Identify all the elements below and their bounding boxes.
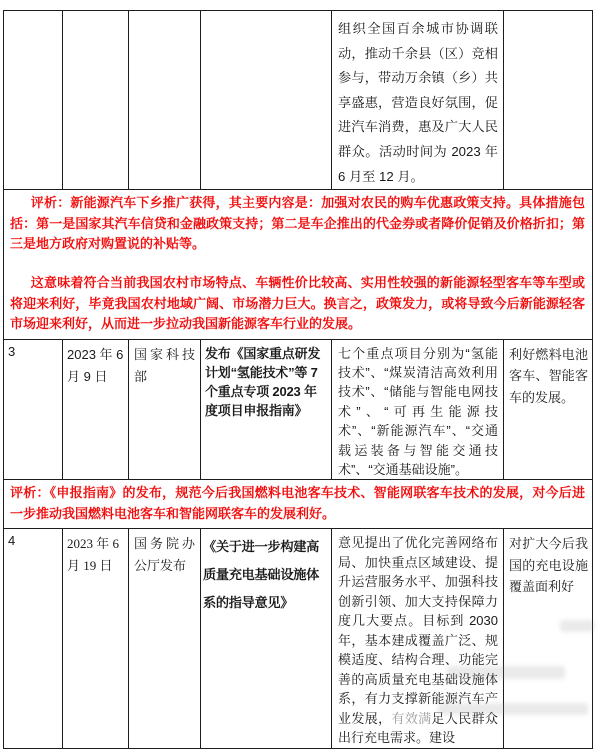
content-text: 足人民群众出行充电需求。建设 bbox=[338, 710, 498, 746]
content-text-watermarked: 有效满 bbox=[391, 710, 432, 726]
analysis-paragraph: 这意味着符合当前我国农村市场特点、车辆性价比较高、实用性较强的新能源轻型客车等车型或将迎来利好，毕竟我国农村地域广阔、市场潜力巨大。换言之，政策发力，或将导致今后新能源轻客市场迎来利好，从而进一步拉动我国新能源客车行业的发展。 bbox=[10, 275, 585, 332]
policy-table bbox=[3, 10, 593, 749]
title-cell: 发布《国家重点研发计划“氢能技术”等 7 个重点专项 2023 年度项目申报指南》 bbox=[201, 339, 332, 480]
row-number-cell bbox=[4, 11, 63, 190]
table-row bbox=[4, 529, 593, 749]
content-text: 组织全国百余城市协调联动，推动千余县（区）竞相参与，带动万余镇（乡）共享盛惠，营造良好氛围，促进汽车消费，惠及广大人民群众。活动时间为 2023 年 6 月至 12 月。 bbox=[338, 21, 498, 184]
content-text: 意见提出了优化完善网络布局、加快重点区域建设、提升运营服务水平、加强科技创新引领、加大支持保障力度几大要点。目标到 2030 年，基本建成覆盖广泛、规模适度、结构合理、功能完善的高质量充电基础设施体系，有力支撑新能源汽车产业发展， bbox=[338, 535, 498, 726]
date-cell: 2023 年 6 月 9 日 bbox=[63, 339, 129, 480]
date-cell: 2023 年 6 月 19 日 bbox=[63, 529, 129, 749]
title-cell bbox=[201, 11, 332, 190]
issuer-cell bbox=[129, 11, 201, 190]
title-cell: 《关于进一步构建高质量充电基础设施体系的指导意见》 bbox=[201, 529, 332, 749]
table-row-continuation bbox=[4, 11, 593, 190]
row-number-cell: 3 bbox=[4, 339, 63, 480]
row-number-cell: 4 bbox=[4, 529, 63, 749]
content-cell bbox=[332, 529, 504, 749]
table-row bbox=[4, 339, 593, 480]
issuer-cell: 国务院办公厅发布 bbox=[129, 529, 201, 749]
analysis-row bbox=[4, 190, 593, 339]
effect-cell: 对扩大今后我国的充电设施覆盖面利好 bbox=[504, 529, 593, 749]
analysis-cell bbox=[4, 190, 593, 339]
analysis-paragraph: 评析：《申报指南》的发布，规范今后我国燃料电池客车技术、智能网联客车技术的发展，对今后进一步推动我国燃料电池客车和智能网联客车的发展利好。 bbox=[10, 485, 585, 521]
analysis-row bbox=[4, 480, 593, 529]
issuer-cell: 国家科技部 bbox=[129, 339, 201, 480]
analysis-paragraph: 评析：新能源汽车下乡推广获得，其主要内容是：加强对农民的购车优惠政策支持。具体措施包括：第一是国家其汽车信贷和金融政策支持；第二是车企推出的代金券或者降价促销及价格折扣；第三是地方政府对购置说的补贴等。 bbox=[10, 195, 585, 251]
content-cell bbox=[332, 11, 504, 190]
effect-cell: 利好燃料电池客车、智能客车的发展。 bbox=[504, 339, 593, 480]
content-cell: 七个重点项目分别为“氢能技术”、“煤炭清洁高效利用技术”、“储能与智能电网技术”、“可再生能源技术”、“新能源汽车”、“交通载运装备与智能交通技术”、“交通基础设施”。 bbox=[332, 339, 504, 480]
analysis-cell bbox=[4, 480, 593, 529]
effect-cell bbox=[504, 11, 593, 190]
date-cell bbox=[63, 11, 129, 190]
